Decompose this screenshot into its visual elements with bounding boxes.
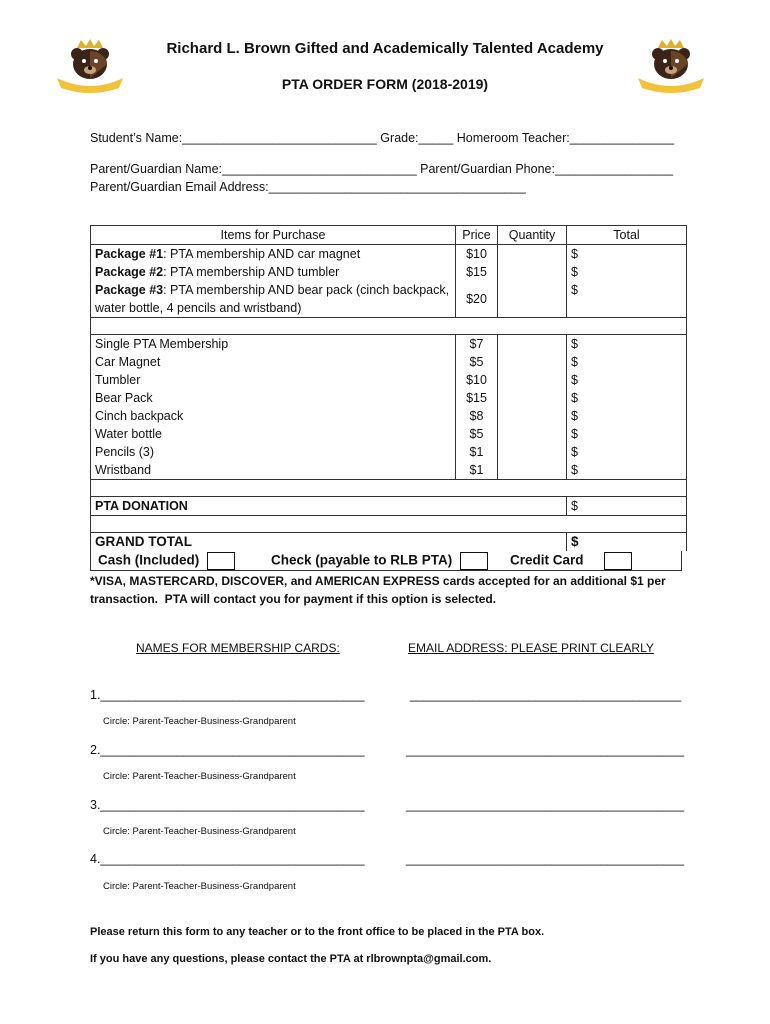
cash-checkbox[interactable] xyxy=(207,552,235,570)
form-title: PTA ORDER FORM (2018-2019) xyxy=(281,76,489,92)
item-total[interactable]: $ xyxy=(567,353,687,371)
item-name: Bear Pack xyxy=(91,389,456,407)
table-header-row xyxy=(91,226,687,245)
package-2-price: $15 xyxy=(456,263,498,281)
card-note-line-2: transaction. PTA will contact you for payment if this option is selected. xyxy=(90,592,497,606)
item-quantity[interactable] xyxy=(498,461,567,480)
item-total[interactable]: $ xyxy=(567,389,687,407)
student-info-line[interactable]: Student’s Name:____________________________ Grade:_____ Homeroom Teacher:_______________ xyxy=(90,131,675,145)
circle-role-text: Circle: Parent-Teacher-Business-Grandparent xyxy=(103,716,296,727)
circle-role-text: Circle: Parent-Teacher-Business-Grandparent xyxy=(103,881,296,892)
spacer-row xyxy=(91,480,687,497)
item-quantity[interactable] xyxy=(498,335,567,354)
member-email-field[interactable]: ________________________________________ xyxy=(406,743,685,757)
spacer-row xyxy=(91,516,687,533)
member-name-field[interactable]: 1.______________________________________ xyxy=(90,688,365,702)
item-price: $10 xyxy=(456,371,498,389)
item-total[interactable]: $ xyxy=(567,425,687,443)
member-name-field[interactable]: 2.______________________________________ xyxy=(90,743,365,757)
header-price: Price xyxy=(456,226,498,245)
cash-option[interactable] xyxy=(98,552,235,570)
item-price: $7 xyxy=(456,335,498,354)
header-items: Items for Purchase xyxy=(91,226,456,245)
donation-label: PTA DONATION xyxy=(91,497,567,516)
package-1-quantity[interactable] xyxy=(498,245,567,264)
package-1-total[interactable]: $ xyxy=(567,245,687,264)
item-name: Water bottle xyxy=(91,425,456,443)
item-total[interactable]: $ xyxy=(567,407,687,425)
table-row xyxy=(91,281,687,318)
package-3-price: $20 xyxy=(456,281,498,318)
item-total[interactable]: $ xyxy=(567,443,687,461)
check-label: Check (payable to RLB PTA) xyxy=(271,552,453,568)
item-name: Single PTA Membership xyxy=(91,335,456,354)
item-name: Pencils (3) xyxy=(91,443,456,461)
check-checkbox[interactable] xyxy=(460,552,488,570)
table-row xyxy=(91,245,687,264)
package-2-quantity[interactable] xyxy=(498,263,567,281)
package-2-total[interactable]: $ xyxy=(567,263,687,281)
item-total[interactable]: $ xyxy=(567,335,687,354)
item-quantity[interactable] xyxy=(498,389,567,407)
check-option[interactable] xyxy=(271,552,488,570)
grand-total-value[interactable]: $ xyxy=(567,533,687,552)
contact-instructions: If you have any questions, please contact the PTA at rlbrownpta@gmail.com. xyxy=(90,953,492,965)
item-quantity[interactable] xyxy=(498,353,567,371)
school-title: Richard L. Brown Gifted and Academically Talented Academy xyxy=(166,40,604,57)
member-email-field[interactable]: _______________________________________ xyxy=(410,688,682,702)
cash-label: Cash (Included) xyxy=(98,552,200,568)
return-instructions: Please return this form to any teacher or to the front office to be placed in the PTA box. xyxy=(90,926,545,938)
item-price: $1 xyxy=(456,443,498,461)
header-quantity: Quantity xyxy=(498,226,567,245)
circle-role-text: Circle: Parent-Teacher-Business-Grandparent xyxy=(103,826,296,837)
parent-email-line[interactable]: Parent/Guardian Email Address:_____________________________________ xyxy=(90,180,526,194)
credit-card-option[interactable] xyxy=(510,552,632,570)
item-name: Car Magnet xyxy=(91,353,456,371)
member-name-field[interactable]: 4.______________________________________ xyxy=(90,852,365,866)
item-quantity[interactable] xyxy=(498,425,567,443)
item-name: Cinch backpack xyxy=(91,407,456,425)
package-1-cell: Package #1: PTA membership AND car magnet xyxy=(91,245,456,264)
credit-card-checkbox[interactable] xyxy=(604,552,632,570)
package-2-cell: Package #2: PTA membership AND tumbler xyxy=(91,263,456,281)
item-price: $8 xyxy=(456,407,498,425)
payment-row xyxy=(90,551,682,571)
package-3-total[interactable]: $ xyxy=(567,281,687,318)
item-name: Tumbler xyxy=(91,371,456,389)
item-name: Wristband xyxy=(91,461,456,480)
item-quantity[interactable] xyxy=(498,443,567,461)
circle-role-text: Circle: Parent-Teacher-Business-Grandparent xyxy=(103,771,296,782)
item-price: $5 xyxy=(456,425,498,443)
header-total: Total xyxy=(567,226,687,245)
names-header: NAMES FOR MEMBERSHIP CARDS: xyxy=(136,641,340,655)
item-quantity[interactable] xyxy=(498,371,567,389)
package-3-cell: Package #3: PTA membership AND bear pack (cinch backpack, water bottle, 4 pencils and wristband) xyxy=(91,281,456,318)
member-email-field[interactable]: ________________________________________ xyxy=(406,798,685,812)
spacer-row xyxy=(91,318,687,335)
package-3-quantity[interactable] xyxy=(498,281,567,318)
item-price: $5 xyxy=(456,353,498,371)
donation-total[interactable]: $ xyxy=(567,497,687,516)
order-table xyxy=(90,225,687,551)
item-total[interactable]: $ xyxy=(567,461,687,480)
card-note-line-1: *VISA, MASTERCARD, DISCOVER, and AMERICAN EXPRESS cards accepted for an additional $1 per xyxy=(90,574,666,588)
email-header: EMAIL ADDRESS: PLEASE PRINT CLEARLY xyxy=(408,641,654,655)
item-price: $15 xyxy=(456,389,498,407)
table-row xyxy=(91,263,687,281)
member-email-field[interactable]: ________________________________________ xyxy=(406,852,685,866)
parent-info-line[interactable]: Parent/Guardian Name:____________________________ Parent/Guardian Phone:_________________ xyxy=(90,162,674,176)
item-quantity[interactable] xyxy=(498,407,567,425)
member-name-field[interactable]: 3.______________________________________ xyxy=(90,798,365,812)
credit-card-label: Credit Card xyxy=(510,552,584,568)
grand-total-label: GRAND TOTAL xyxy=(91,533,567,552)
item-total[interactable]: $ xyxy=(567,371,687,389)
package-1-price: $10 xyxy=(456,245,498,264)
item-price: $1 xyxy=(456,461,498,480)
